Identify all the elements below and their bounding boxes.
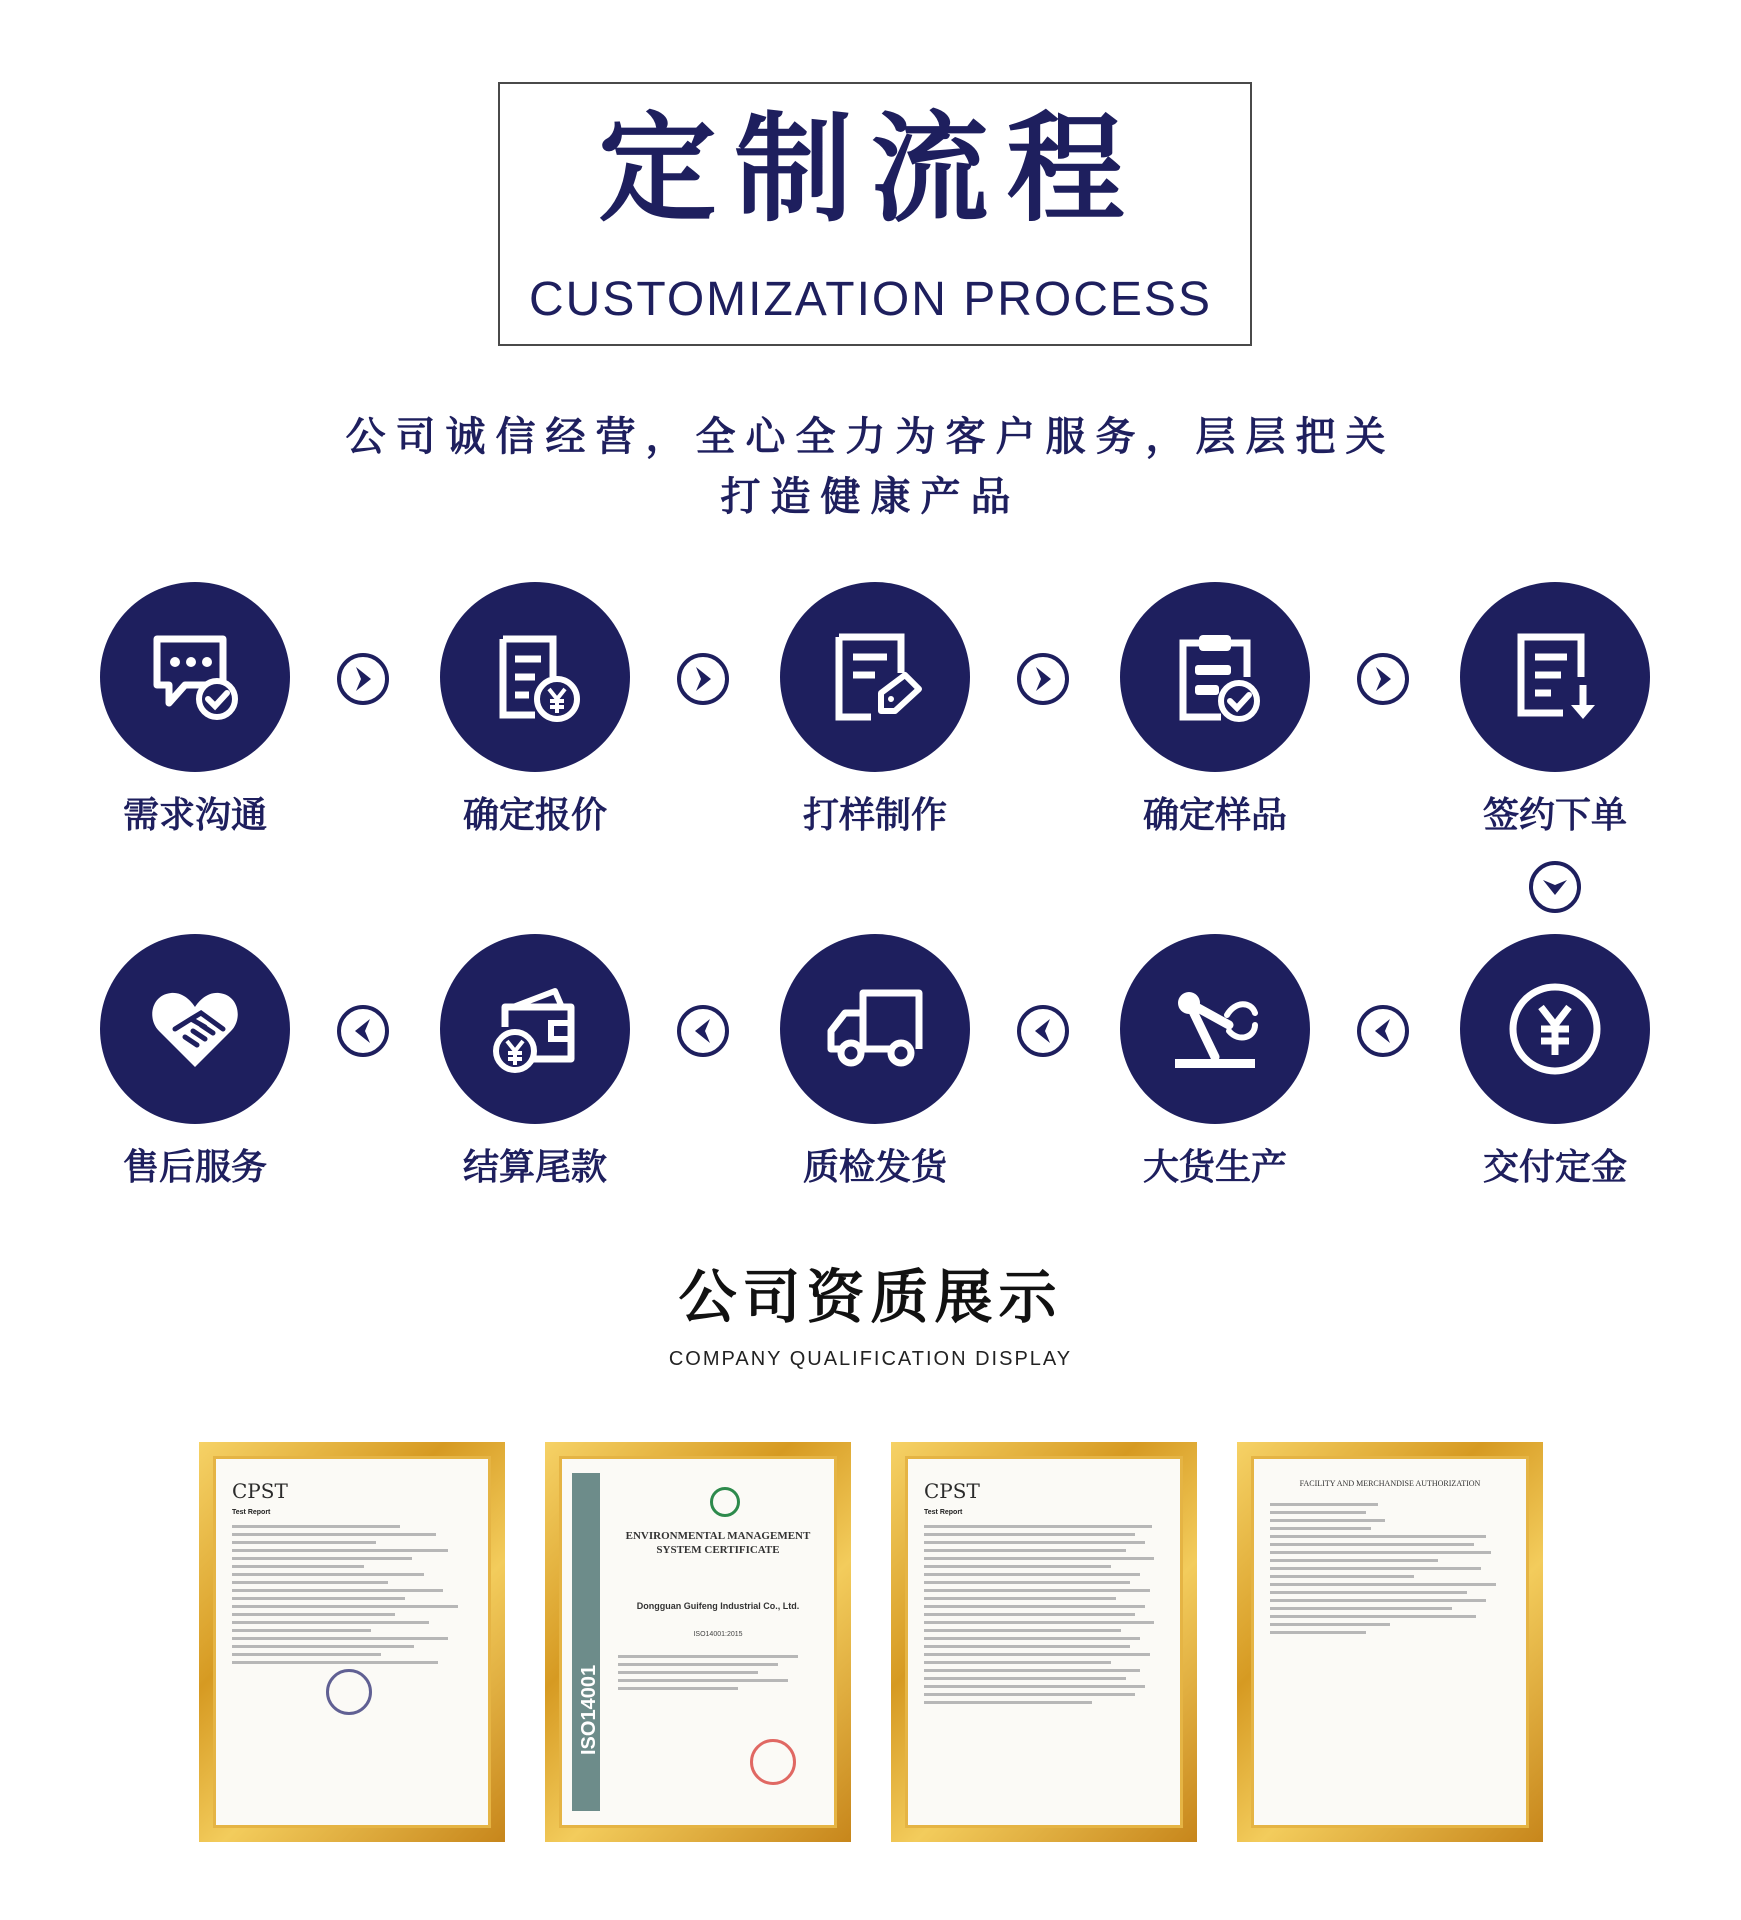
step-label: 确定报价 [462, 795, 607, 836]
certificate-company: Dongguan Guifeng Industrial Co., Ltd. [636, 1601, 800, 1611]
step-label: 交付定金 [1482, 1147, 1627, 1188]
step-circle [100, 582, 290, 772]
step-label: 确定样品 [1142, 795, 1287, 836]
quote-yen-icon [485, 627, 585, 727]
certificate-document [213, 1456, 491, 1828]
certificate-frame [199, 1442, 505, 1842]
step-label: 打样制作 [802, 795, 947, 836]
page-title: 定制流程 [598, 100, 1143, 238]
arrow-down-icon [1527, 859, 1583, 915]
step-circle [1120, 934, 1310, 1124]
certificate-document [1251, 1456, 1529, 1828]
arrow-left-icon [675, 1003, 731, 1059]
step-circle [100, 934, 290, 1124]
certificate-document [905, 1456, 1183, 1828]
step-label: 质检发货 [802, 1147, 947, 1188]
certification-logo-icon [710, 1487, 740, 1517]
certificate-text-lines [1270, 1503, 1510, 1639]
certificate-heading: CPST [924, 1479, 980, 1503]
page-subtitle: CUSTOMIZATION PROCESS [529, 273, 1212, 326]
clipboard-check-icon [1165, 627, 1265, 727]
certificate-standard: ISO14001:2015 [693, 1631, 743, 1638]
truck-icon [825, 979, 925, 1079]
step-circle [780, 934, 970, 1124]
step-circle [1460, 934, 1650, 1124]
sample-tag-icon [825, 627, 925, 727]
handshake-heart-icon [145, 979, 245, 1079]
arrow-right-icon [675, 651, 731, 707]
certificate-title: FACILITY AND MERCHANDISE AUTHORIZATION [1299, 1479, 1481, 1488]
certificate-heading: CPST [232, 1479, 288, 1503]
certificate-text-lines [618, 1655, 818, 1695]
qualification-title: 公司资质展示 [678, 1263, 1063, 1331]
step-circle [1460, 582, 1650, 772]
arrow-left-icon [335, 1003, 391, 1059]
seal-stamp [750, 1739, 796, 1785]
step-circle [1120, 582, 1310, 772]
certificate-subheading: Test Report [924, 1509, 963, 1516]
iso-side-text: ISO14001 [578, 1664, 600, 1755]
arrow-right-icon [1355, 651, 1411, 707]
step-label: 结算尾款 [462, 1147, 607, 1188]
step-label: 售后服务 [122, 1147, 267, 1188]
certificate-frame [545, 1442, 851, 1842]
arrow-left-icon [1355, 1003, 1411, 1059]
arrow-right-icon [1015, 651, 1071, 707]
arrow-right-icon [335, 651, 391, 707]
certificate-text-lines [232, 1525, 472, 1669]
order-download-icon [1505, 627, 1605, 727]
seal-stamp [326, 1669, 372, 1715]
step-circle [780, 582, 970, 772]
step-label: 签约下单 [1482, 795, 1627, 836]
yen-coin-icon [1505, 979, 1605, 1079]
step-circle [440, 934, 630, 1124]
certificate-document [559, 1456, 837, 1828]
qualification-subtitle: COMPANY QUALIFICATION DISPLAY [668, 1348, 1073, 1370]
wallet-yen-icon [485, 979, 585, 1079]
step-label: 需求沟通 [122, 795, 267, 836]
certificate-title: ENVIRONMENTAL MANAGEMENT SYSTEM CERTIFICATE [625, 1530, 811, 1556]
certificate-frame [891, 1442, 1197, 1842]
slogan-line-2: 打造健康产品 [720, 474, 1021, 520]
step-label: 大货生产 [1142, 1147, 1287, 1188]
chat-check-icon [145, 627, 245, 727]
certificate-subheading: Test Report [232, 1509, 271, 1516]
arrow-left-icon [1015, 1003, 1071, 1059]
robot-arm-icon [1165, 979, 1265, 1079]
step-circle [440, 582, 630, 772]
certificate-frame [1237, 1442, 1543, 1842]
certificate-text-lines [924, 1525, 1164, 1709]
slogan-line-1: 公司诚信经营，全心全力为客户服务，层层把关 [345, 414, 1396, 460]
iso-side-strip [572, 1473, 600, 1811]
